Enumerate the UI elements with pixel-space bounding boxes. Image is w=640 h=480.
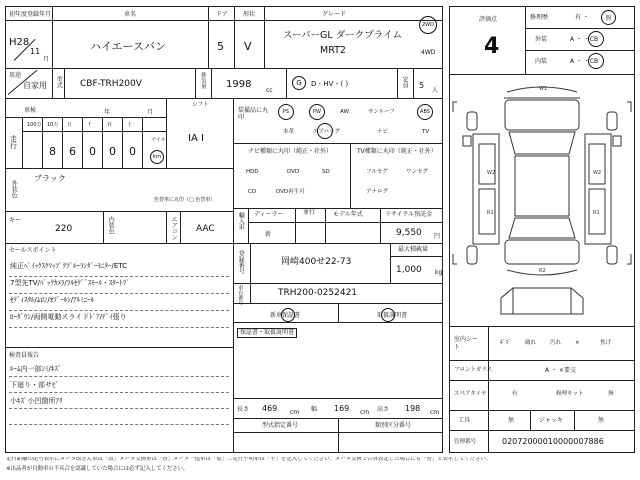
length-unit: cm bbox=[290, 409, 300, 416]
inspector-line-3: 小ｷｽﾞ小凹箇所ｱﾘ bbox=[10, 397, 63, 405]
inspection-month-unit: 月 bbox=[147, 109, 154, 116]
inspector-label: 検査員報告 bbox=[9, 352, 40, 359]
equipment-item-circled: ABS bbox=[417, 104, 433, 120]
sales-point-1: 純正ﾍﾟｲｯｸｽｸﾏｯﾌﾟｸﾌﾞﾙｰﾗﾝﾀﾞｰﾓﾆﾀｰ/ETC bbox=[10, 262, 128, 270]
mileage-digit: 0 bbox=[109, 145, 116, 158]
car-damage-diagram bbox=[449, 74, 635, 326]
sales-point-3: ｾﾃﾞｨｽﾀﾙ/ﾑﾛﾝ/ｵﾌﾞｰﾙｼ/ｱﾙﾐﾆｰﾙ bbox=[10, 296, 95, 304]
score-label: 評価点 bbox=[479, 16, 498, 23]
tv-item: アナログ bbox=[366, 189, 389, 195]
mileage-unit-circled: km bbox=[150, 150, 164, 164]
mgmt-label: 管理番号 bbox=[454, 439, 477, 445]
mileage-digit-unit: 10万 bbox=[47, 122, 59, 128]
recycle-label: リサイクル預託金 bbox=[385, 211, 433, 218]
equipment-label: 装備品に丸印 bbox=[238, 107, 269, 122]
plate-value: 岡崎400せ22-73 bbox=[281, 257, 352, 267]
height-value: 198 bbox=[405, 404, 421, 413]
doors-label: ドア bbox=[216, 11, 228, 18]
fuel-circled: G bbox=[292, 76, 306, 90]
diagram-label-w2: W2 bbox=[487, 170, 496, 176]
max-load-value: 1,000 bbox=[396, 265, 422, 275]
navi-item: CD bbox=[248, 189, 257, 195]
displacement-value: 1998 bbox=[226, 79, 252, 90]
recycle-value: 9,550 bbox=[396, 228, 422, 238]
exterior-circled: B bbox=[588, 31, 604, 47]
mileage-digit: 0 bbox=[129, 145, 136, 158]
equipment-item: AW bbox=[340, 109, 349, 115]
color-label: 外装色 bbox=[10, 180, 18, 198]
spare-label: スペアタイヤ bbox=[454, 391, 487, 397]
import-label: 輸入車 bbox=[237, 212, 245, 230]
capacity-label: 定員 bbox=[401, 76, 409, 88]
ac-label: エアコン bbox=[170, 216, 178, 240]
seat-option: ｷﾞｽﾞ bbox=[500, 340, 512, 346]
reg-date-month: 11 bbox=[30, 47, 41, 56]
equipment-item: サンルーフ bbox=[368, 109, 395, 115]
equipment-item: TV bbox=[422, 129, 430, 135]
footer-line-2: ※出品者が自動車の不具合を認識していた場合には必ず記入してください。 bbox=[6, 466, 189, 472]
mileage-digit: 6 bbox=[69, 145, 76, 158]
color-note: 色替車に丸印（□ 色替車） bbox=[154, 197, 216, 203]
tv-label: TV種類に丸印（純正・社外） bbox=[357, 148, 437, 155]
ac-value: AAC bbox=[196, 224, 215, 234]
diagram-label-r2b: R2 bbox=[539, 268, 546, 274]
width-label: 幅 bbox=[311, 406, 318, 413]
mgmt-value: 02072000010000007886 bbox=[502, 437, 604, 446]
navi-item: HDD bbox=[246, 169, 259, 175]
jack-label: ジャッキ bbox=[539, 417, 563, 424]
repair-label: 修理歴 bbox=[530, 14, 549, 21]
spare-option: 無 bbox=[608, 391, 614, 397]
seat-option: × bbox=[575, 340, 580, 346]
glass-options: A ・ ×要交 bbox=[545, 367, 576, 374]
diagram-label-r1: R1 bbox=[487, 210, 494, 216]
drive-value: 4WD bbox=[421, 49, 436, 56]
mileage-digit-header-line bbox=[22, 131, 166, 132]
reg-month-unit: 月 bbox=[43, 56, 50, 63]
equipment-item: 本革 bbox=[283, 129, 295, 135]
repair-options: 有 ・ bbox=[575, 14, 589, 21]
tools-value: 無 bbox=[508, 417, 515, 424]
dealer-label: ディーラー bbox=[254, 211, 284, 218]
repair-circled: 無 bbox=[601, 10, 616, 25]
inspection-label: 車検 bbox=[24, 107, 37, 114]
interior-color-label: 内装色 bbox=[107, 216, 115, 234]
jack-value: 無 bbox=[598, 417, 605, 424]
max-load-unit: kg bbox=[435, 269, 443, 276]
diagram-label-r2: R1 bbox=[593, 210, 600, 216]
equipment-item-circle bbox=[317, 123, 333, 139]
key-label: キー bbox=[9, 217, 22, 224]
equipment-item-circled: PW bbox=[309, 104, 325, 120]
mileage-digit-divider bbox=[142, 117, 143, 168]
chassis-value: TRH200-0252421 bbox=[278, 288, 358, 298]
navi-item: SD bbox=[322, 169, 330, 175]
warranty-label: 保証書・取扱説明書 bbox=[237, 328, 297, 338]
inspector-line-1: ﾙｰﾑ内一部ｼﾐ/ｷｽﾞ bbox=[10, 365, 62, 373]
model-label: 型式 bbox=[55, 76, 63, 88]
shape-label: 形状 bbox=[243, 11, 256, 18]
usage-label: 用途 bbox=[9, 72, 22, 79]
sales-point-2: 7型先TV/ﾊﾞｯｸｶﾒﾗ/ﾌﾙｾｸﾞﾞｽﾓｰﾙ・ｽﾀｰﾄﾌﾟ bbox=[10, 279, 130, 287]
shift-label: シフト bbox=[192, 102, 209, 108]
inspector-line-2: 下廻り・部サﾋﾞ bbox=[10, 381, 59, 389]
capacity-value: 5 bbox=[419, 81, 425, 90]
mileage-digit-divider bbox=[42, 117, 43, 168]
inspection-year-unit: 年 bbox=[104, 109, 111, 116]
footer-line-1: 走行距離の記号表示にメータ改ざん車は「改」メータ交換車は「替」メータ一巡車は「巡」…走行不明車は「不」を記入してください。メータ交換で合算表記した場合にも「替」と表示してください。 bbox=[6, 457, 492, 462]
drive-circled: 2WD bbox=[419, 16, 437, 34]
width-value: 169 bbox=[334, 404, 350, 413]
car-name-value: ハイエースバン bbox=[90, 40, 167, 53]
navi-label: ナビ種類に丸印（純正・社外） bbox=[248, 148, 333, 155]
tv-item: ワンセグ bbox=[406, 169, 429, 175]
chassis-label: 車台番号 bbox=[237, 285, 244, 305]
sales-points-label: セールスポイント bbox=[9, 247, 57, 254]
seat-label: 室内シート bbox=[454, 336, 479, 352]
max-load-label: 最大積載量 bbox=[398, 246, 429, 253]
capacity-unit: 人 bbox=[432, 87, 439, 94]
mileage-digit: 0 bbox=[89, 145, 96, 158]
model-year-label: モデル年式 bbox=[333, 211, 363, 218]
mileage-digit-unit: 十 bbox=[127, 122, 133, 128]
key-value: 220 bbox=[55, 224, 73, 234]
mileage-digit: 8 bbox=[49, 145, 56, 158]
reg-date-era: H28 bbox=[9, 37, 30, 48]
mileage-digit-divider bbox=[62, 117, 63, 168]
diagram-label-w1: W1 bbox=[539, 86, 548, 92]
tv-item: フルセグ bbox=[366, 169, 388, 175]
mileage-digit-divider bbox=[122, 117, 123, 168]
dealer-value: 新 bbox=[265, 231, 272, 238]
grade-line1: スーパーGL ダークプライム bbox=[283, 30, 402, 41]
spare-option: 有 bbox=[512, 391, 518, 397]
mileage-digit-unit: 百 bbox=[107, 122, 113, 128]
navi-item: DVD bbox=[287, 169, 300, 175]
manual-circle bbox=[381, 308, 395, 322]
tools-label: 工具 bbox=[458, 417, 471, 424]
interior-label: 内装 bbox=[535, 58, 548, 65]
length-label: 長さ bbox=[237, 406, 250, 413]
seat-option: 汚れ bbox=[550, 340, 562, 346]
mileage-digit-unit: 万 bbox=[67, 122, 73, 128]
exterior-options: A ・ ・C bbox=[570, 36, 595, 43]
exterior-label: 外装 bbox=[535, 36, 548, 43]
interior-options: A ・ ・C bbox=[570, 58, 595, 65]
shift-value: IA I bbox=[188, 133, 204, 144]
seat-option: 破れ bbox=[525, 340, 537, 346]
model-value: CBF-TRH200V bbox=[80, 79, 142, 89]
length-value: 469 bbox=[262, 404, 278, 413]
navi-item: DVD再生可 bbox=[276, 189, 305, 195]
recycle-unit: 円 bbox=[434, 233, 441, 240]
mileage-digit-divider bbox=[82, 117, 83, 168]
mileage-digit-unit: 100万 bbox=[27, 122, 42, 128]
equipment-item: ナビ bbox=[377, 129, 389, 135]
seat-option: 焦げ bbox=[600, 340, 612, 346]
width-unit: cm bbox=[360, 409, 370, 416]
grade-label: グレード bbox=[322, 11, 347, 18]
category-label: 類別区分番号 bbox=[375, 422, 412, 429]
spare-option: 修理キット bbox=[556, 391, 584, 397]
grade-line2: MRT2 bbox=[320, 45, 346, 56]
score-value: 4 bbox=[484, 34, 500, 59]
interior-circled: B bbox=[588, 53, 604, 69]
plate-label: 登録番号 bbox=[237, 250, 245, 274]
mileage-digit-divider bbox=[102, 117, 103, 168]
displacement-unit: cc bbox=[266, 87, 273, 94]
mileage-label: 走行 bbox=[9, 135, 18, 149]
doors-value: 5 bbox=[217, 40, 224, 53]
dealer-options: 並行 bbox=[303, 209, 316, 216]
fuel-options: D・HV・( ) bbox=[311, 80, 349, 88]
model-cert-label: 型式指定番号 bbox=[262, 422, 299, 429]
equipment-item-circled: PS bbox=[278, 104, 294, 120]
mileage-digit-unit: 千 bbox=[87, 122, 93, 128]
mileage-unit-label: マイル bbox=[151, 137, 166, 143]
car-name-label: 車名 bbox=[124, 11, 137, 18]
equipment-item: エアバッグ bbox=[313, 129, 341, 135]
height-label: 高さ bbox=[377, 406, 390, 413]
diagram-label-w2b: W2 bbox=[593, 170, 602, 176]
glass-label: フロントガラス bbox=[454, 367, 493, 373]
shape-value: V bbox=[244, 40, 252, 53]
sales-point-4: ﾛｰﾀﾞｳﾝ/両側電動スライドﾄﾞｱ/ﾃﾞｲ張り bbox=[10, 313, 127, 321]
height-unit: cm bbox=[430, 409, 440, 416]
manual: 取扱説明書 bbox=[377, 312, 408, 319]
color-value: ブラック bbox=[34, 174, 66, 183]
new-car-warranty: 新車保証書 bbox=[270, 312, 301, 319]
displacement-label: 排気量 bbox=[199, 72, 206, 89]
reg-date-label: 初年度登録年月 bbox=[9, 11, 52, 18]
new-car-warranty-circle bbox=[281, 308, 295, 322]
usage-value: 自家用 bbox=[23, 81, 47, 90]
